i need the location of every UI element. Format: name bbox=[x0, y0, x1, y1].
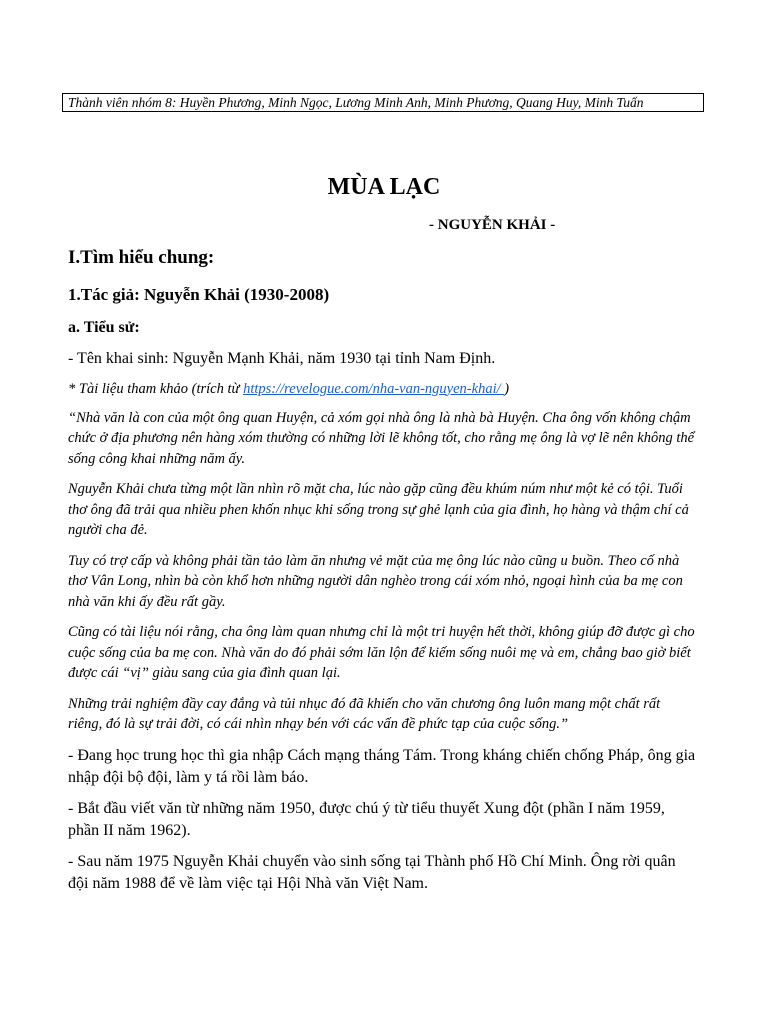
reference-suffix: ) bbox=[504, 380, 510, 397]
quote-paragraph: Nguyễn Khải chưa từng một lần nhìn rõ mặt cha, lúc nào gặp cũng đều khúm núm như một kẻ có tội. Tuổi thơ ông đã trải qua nhiều phen khốn nhục khi sống trong sự ghẻ lạnh của gia đình, họ hàng và thậm chí cả người cha đẻ. bbox=[68, 481, 689, 538]
section-heading: I.Tìm hiểu chung: bbox=[68, 247, 215, 268]
fact-paragraph: - Sau năm 1975 Nguyễn Khải chuyển vào sinh sống tại Thành phố Hồ Chí Minh. Ông rời quân đội năm 1988 để về làm việc tại Hội Nhà văn Việt Nam. bbox=[68, 852, 676, 892]
document-title: MÙA LẠC bbox=[327, 174, 441, 200]
birth-info: - Tên khai sinh: Nguyễn Mạnh Khải, năm 1930 tại tỉnh Nam Định. bbox=[68, 350, 496, 367]
fact-paragraph: - Đang học trung học thì gia nhập Cách mạng tháng Tám. Trong kháng chiến chống Pháp, ông gia nhập đội bộ đội, làm y tá rồi làm báo. bbox=[68, 746, 696, 786]
reference-link[interactable]: https://revelogue.com/nha-van-nguyen-khai/ bbox=[243, 380, 505, 397]
quote-paragraph: “Nhà văn là con của một ông quan Huyện, cả xóm gọi nhà ông là nhà bà Huyện. Cha ông vốn không chậm chức ở địa phương nên hàng xóm thường có những lời lẽ không tốt, cho rằng mẹ ông là vợ lẽ nên không thể sống công khai những năm ấy. bbox=[68, 409, 695, 467]
reference-note bbox=[68, 379, 698, 399]
biography-heading: a. Tiểu sử: bbox=[68, 319, 140, 336]
fact-paragraph: - Bắt đầu viết văn từ những năm 1950, được chú ý từ tiểu thuyết Xung đột (phần I năm 1959, phần II năm 1962). bbox=[68, 799, 665, 839]
quote-paragraph: Những trải nghiệm đầy cay đắng và tủi nhục đó đã khiến cho văn chương ông luôn mang một chất rất riêng, đó là sự trải đời, có cái nhìn nhạy bén với các vấn đề phức tạp của cuộc sống.” bbox=[68, 695, 661, 732]
quote-paragraph: Cũng có tài liệu nói rằng, cha ông làm quan nhưng chỉ là một tri huyện hết thời, không giúp đỡ được gì cho cuộc sống của ba mẹ con. Nhà văn do đó phải sớm lăn lộn để kiếm sống nuôi mẹ và em, chẳng bao giờ biết được cái “vị” giàu sang của gia đình quan lại. bbox=[68, 624, 695, 681]
author-name: - NGUYỄN KHẢI - bbox=[429, 217, 556, 233]
document-body bbox=[68, 246, 698, 904]
subsection-heading: 1.Tác giả: Nguyễn Khải (1930-2008) bbox=[68, 285, 330, 304]
group-members-box: Thành viên nhóm 8: Huyền Phương, Minh Ngọc, Lương Minh Anh, Minh Phương, Quang Huy, Minh Tuấn bbox=[62, 93, 704, 112]
reference-prefix: * Tài liệu tham khảo (trích từ bbox=[68, 380, 244, 397]
quote-paragraph: Tuy có trợ cấp và không phải tần tảo làm ăn nhưng vẻ mặt của mẹ ông lúc nào cũng u buồn. Theo cố nhà thơ Vân Long, nhìn bà còn khổ hơn những người dân nghèo trong cái xóm nhỏ, ngoại hình của ba mẹ con nhà văn khi ấy đều rất gầy. bbox=[68, 552, 683, 610]
